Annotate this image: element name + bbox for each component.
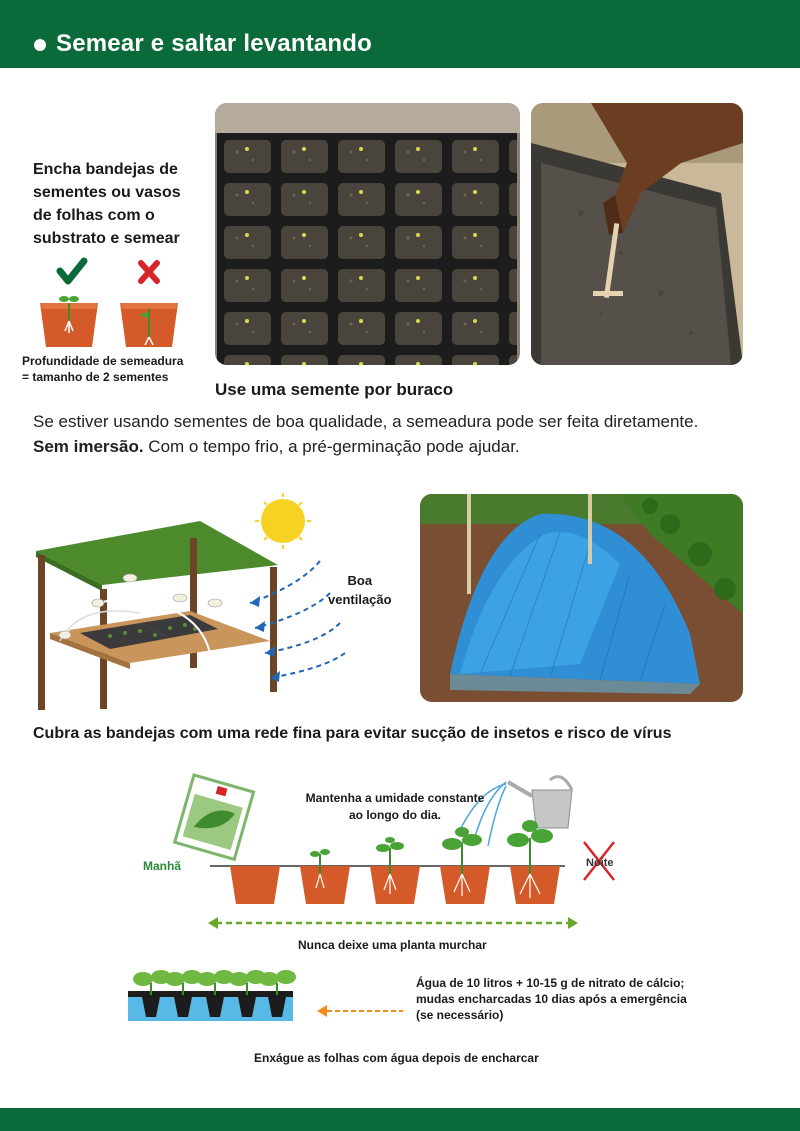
drench-line-1: Água de 10 litros + 10-15 g de nitrato de cálcio;	[416, 976, 685, 990]
seed-tray-photo	[215, 103, 520, 365]
seed-photo-caption: Use uma semente por buraco	[215, 380, 454, 399]
ventilation-label-line-2: ventilação	[328, 592, 392, 607]
net-tunnel-photo	[420, 494, 743, 702]
good-pot-icon	[40, 296, 98, 347]
prewarm-note: Com o tempo frio, a pré-germinação pode ajudar.	[143, 437, 520, 456]
rinse-note: Enxágue as folhas com água depois de encharcar	[254, 1051, 539, 1065]
drench-line-2: mudas encharcadas 10 dias após a emergência	[416, 992, 687, 1006]
ventilation-label	[328, 571, 392, 609]
cross-icon	[141, 263, 157, 281]
page-title: Semear e saltar levantando	[56, 30, 373, 57]
morning-label: Manhã	[143, 859, 182, 873]
drench-instruction	[416, 975, 716, 1023]
depth-note-line-1: Profundidade de semeadura	[22, 354, 184, 368]
humidity-note	[300, 790, 490, 824]
depth-note-line-2: = tamanho de 2 sementes	[22, 370, 169, 384]
never-wilt-note: Nunca deixe uma planta murchar	[298, 938, 487, 952]
night-label: Noite	[586, 857, 614, 869]
ventilation-caption: Cubra as bandejas com uma rede fina para evitar sucção de insetos e risco de vírus	[33, 725, 672, 742]
body-line-1: Se estiver usando sementes de boa qualidade, a semeadura pode ser feita diretamente.	[33, 412, 699, 431]
seed-packet-icon	[175, 775, 254, 859]
header-bullet	[34, 39, 46, 51]
humidity-line-2: ao longo do dia.	[349, 808, 441, 822]
drenched-tray-illustration	[128, 965, 303, 1023]
never-wilt-arrow	[208, 917, 578, 929]
check-icon	[60, 261, 84, 281]
instruction-line-2: sementes ou vasos	[33, 184, 181, 201]
instruction-line-4: substrato e semear	[33, 230, 180, 247]
instruction-line-1: Encha bandejas de	[33, 161, 178, 178]
sun-icon	[255, 493, 311, 549]
body-line-2	[33, 434, 773, 459]
sowing-depth-illustration	[30, 255, 200, 355]
sowing-instruction	[33, 158, 208, 250]
footer-bar	[0, 1108, 800, 1131]
instruction-line-3: de folhas com o	[33, 207, 155, 224]
bad-pot-icon	[120, 303, 178, 347]
depth-note	[22, 353, 183, 385]
humidity-line-1: Mantenha a umidade constante	[305, 791, 485, 805]
ventilation-label-line-1: Boa	[347, 573, 373, 588]
drench-arrow	[315, 1004, 405, 1018]
sowing-body-text	[33, 409, 773, 459]
drench-line-3: (se necessário)	[416, 1008, 504, 1022]
hand-sowing-photo	[531, 103, 743, 365]
wind-arrow-1	[250, 561, 320, 603]
watering-can-icon	[508, 777, 572, 828]
no-soaking-note: Sem imersão.	[33, 437, 144, 456]
